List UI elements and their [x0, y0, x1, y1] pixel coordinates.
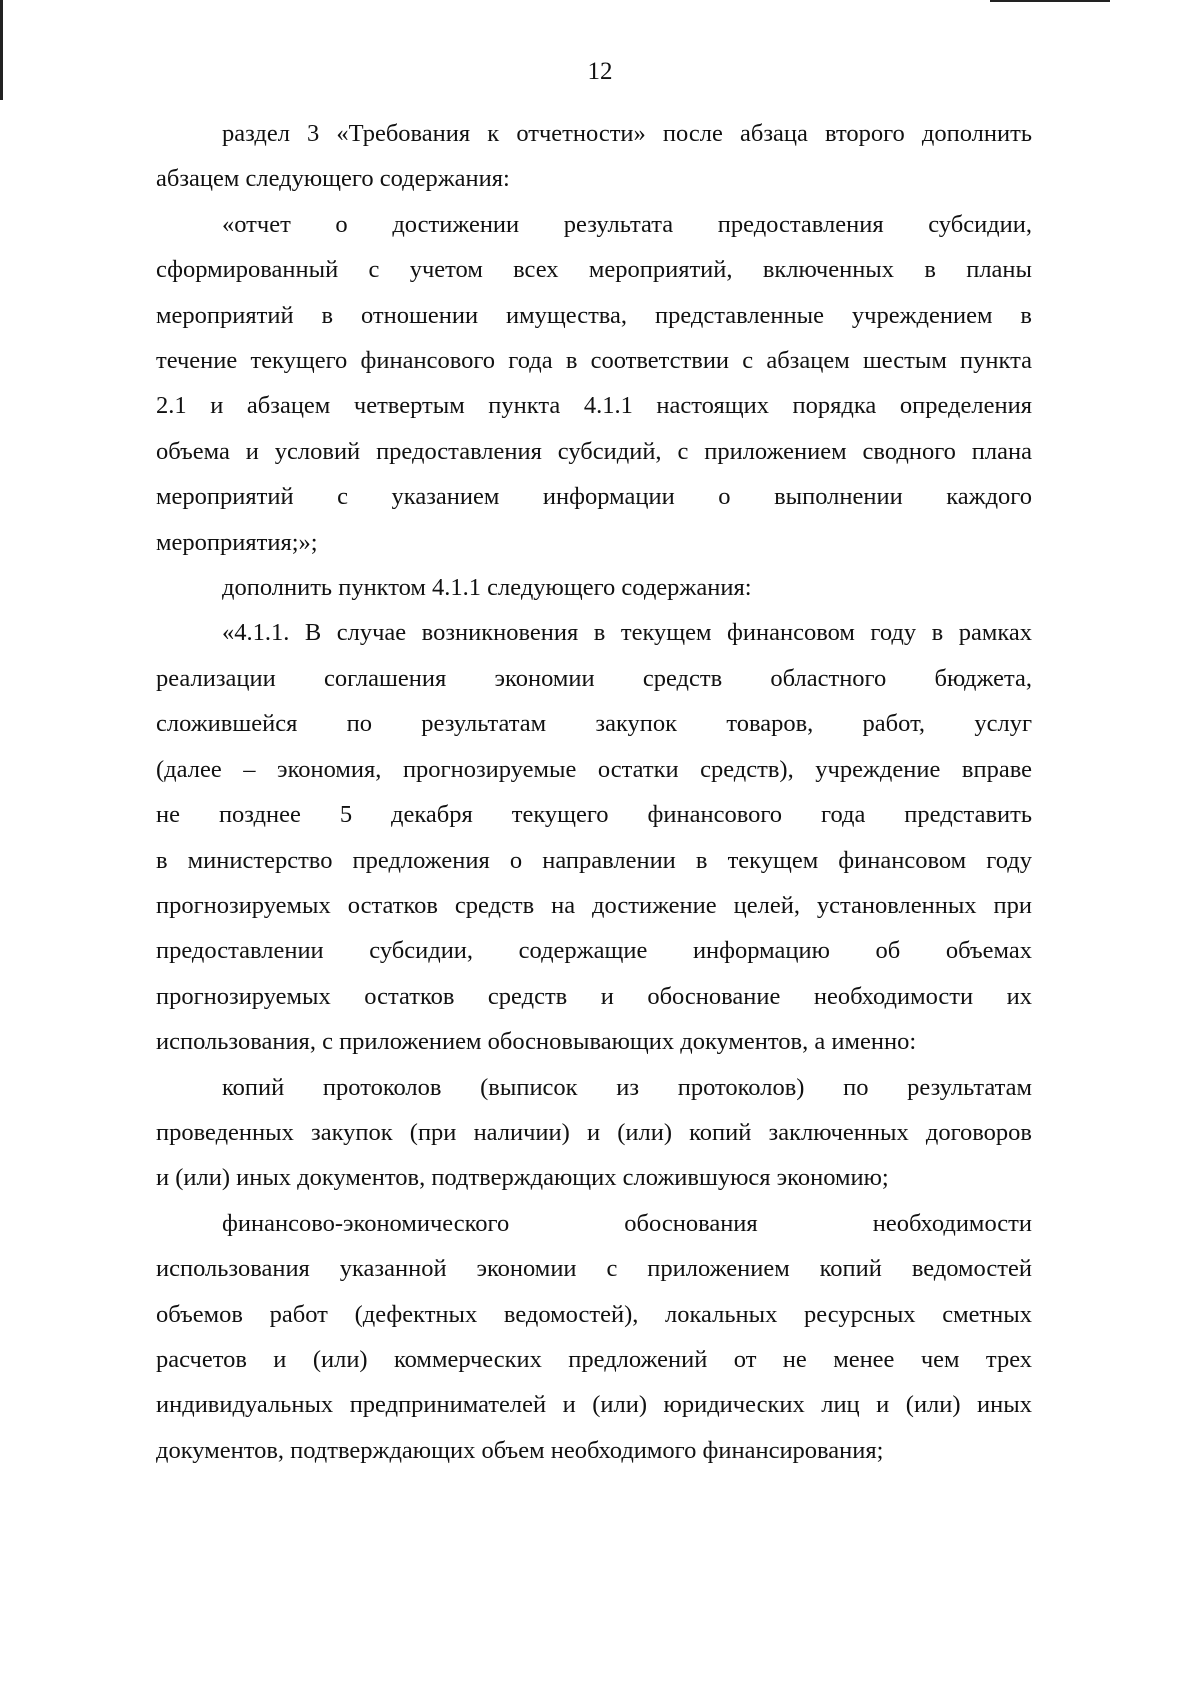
- text-line: расчетов и (или) коммерческих предложений от не менее чем трех: [156, 1345, 1032, 1373]
- text-line: «4.1.1. В случае возникновения в текущем финансовом году в рамках: [222, 619, 1032, 647]
- text-line: финансово-экономического обоснования необходимости: [222, 1209, 1032, 1237]
- text-line: дополнить пунктом 4.1.1 следующего содержания:: [222, 574, 752, 602]
- text-line: 2.1 и абзацем четвертым пункта 4.1.1 настоящих порядка определения: [156, 392, 1032, 420]
- text-line: копий протоколов (выписок из протоколов) по результатам: [222, 1073, 1032, 1101]
- text-line: (далее – экономия, прогнозируемые остатки средств), учреждение вправе: [156, 755, 1032, 783]
- text-line: мероприятий в отношении имущества, представленные учреждением в: [156, 301, 1032, 329]
- paragraph: [156, 111, 1032, 202]
- text-line: сложившейся по результатам закупок товаров, работ, услуг: [156, 710, 1032, 738]
- text-line: проведенных закупок (при наличии) и (или) копий заключенных договоров: [156, 1118, 1032, 1146]
- text-line: прогнозируемых остатков средств на достижение целей, установленных при: [156, 891, 1032, 919]
- text-line: использования, с приложением обосновывающих документов, а именно:: [156, 1028, 917, 1056]
- paragraph: [156, 610, 1032, 1064]
- text-line: прогнозируемых остатков средств и обоснование необходимости их: [156, 982, 1032, 1010]
- text-line: «отчет о достижении результата предоставления субсидии,: [222, 210, 1032, 238]
- paragraph: [156, 565, 1032, 610]
- paragraph: [156, 1065, 1032, 1201]
- text-line: индивидуальных предпринимателей и (или) юридических лиц и (или) иных: [156, 1391, 1032, 1419]
- text-line: раздел 3 «Требования к отчетности» после абзаца второго дополнить: [222, 120, 1032, 147]
- text-line: объема и условий предоставления субсидий, с приложением сводного плана: [156, 437, 1032, 465]
- text-line: объемов работ (дефектных ведомостей), локальных ресурсных сметных: [156, 1300, 1032, 1328]
- text-line: не позднее 5 декабря текущего финансового года представить: [156, 801, 1032, 829]
- text-line: сформированный с учетом всех мероприятий, включенных в планы: [156, 256, 1032, 284]
- text-line: в министерство предложения о направлении в текущем финансовом году: [156, 846, 1032, 874]
- scan-edge-top: [990, 0, 1110, 2]
- paragraph: [156, 202, 1032, 565]
- text-line: абзацем следующего содержания:: [156, 165, 510, 193]
- text-line: мероприятия;»;: [156, 528, 318, 556]
- page-number: 12: [587, 58, 613, 85]
- text-line: течение текущего финансового года в соответствии с абзацем шестым пункта: [156, 347, 1032, 375]
- text-line: мероприятий с указанием информации о выполнении каждого: [156, 483, 1032, 511]
- text-line: предоставлении субсидии, содержащие информацию об объемах: [156, 937, 1032, 965]
- document-body: [156, 111, 1032, 1473]
- paragraph: [156, 1201, 1032, 1473]
- text-line: и (или) иных документов, подтверждающих сложившуюся экономию;: [156, 1164, 889, 1192]
- text-line: документов, подтверждающих объем необходимого финансирования;: [156, 1436, 884, 1464]
- text-line: использования указанной экономии с приложением копий ведомостей: [156, 1255, 1032, 1283]
- text-line: реализации соглашения экономии средств областного бюджета,: [156, 664, 1032, 692]
